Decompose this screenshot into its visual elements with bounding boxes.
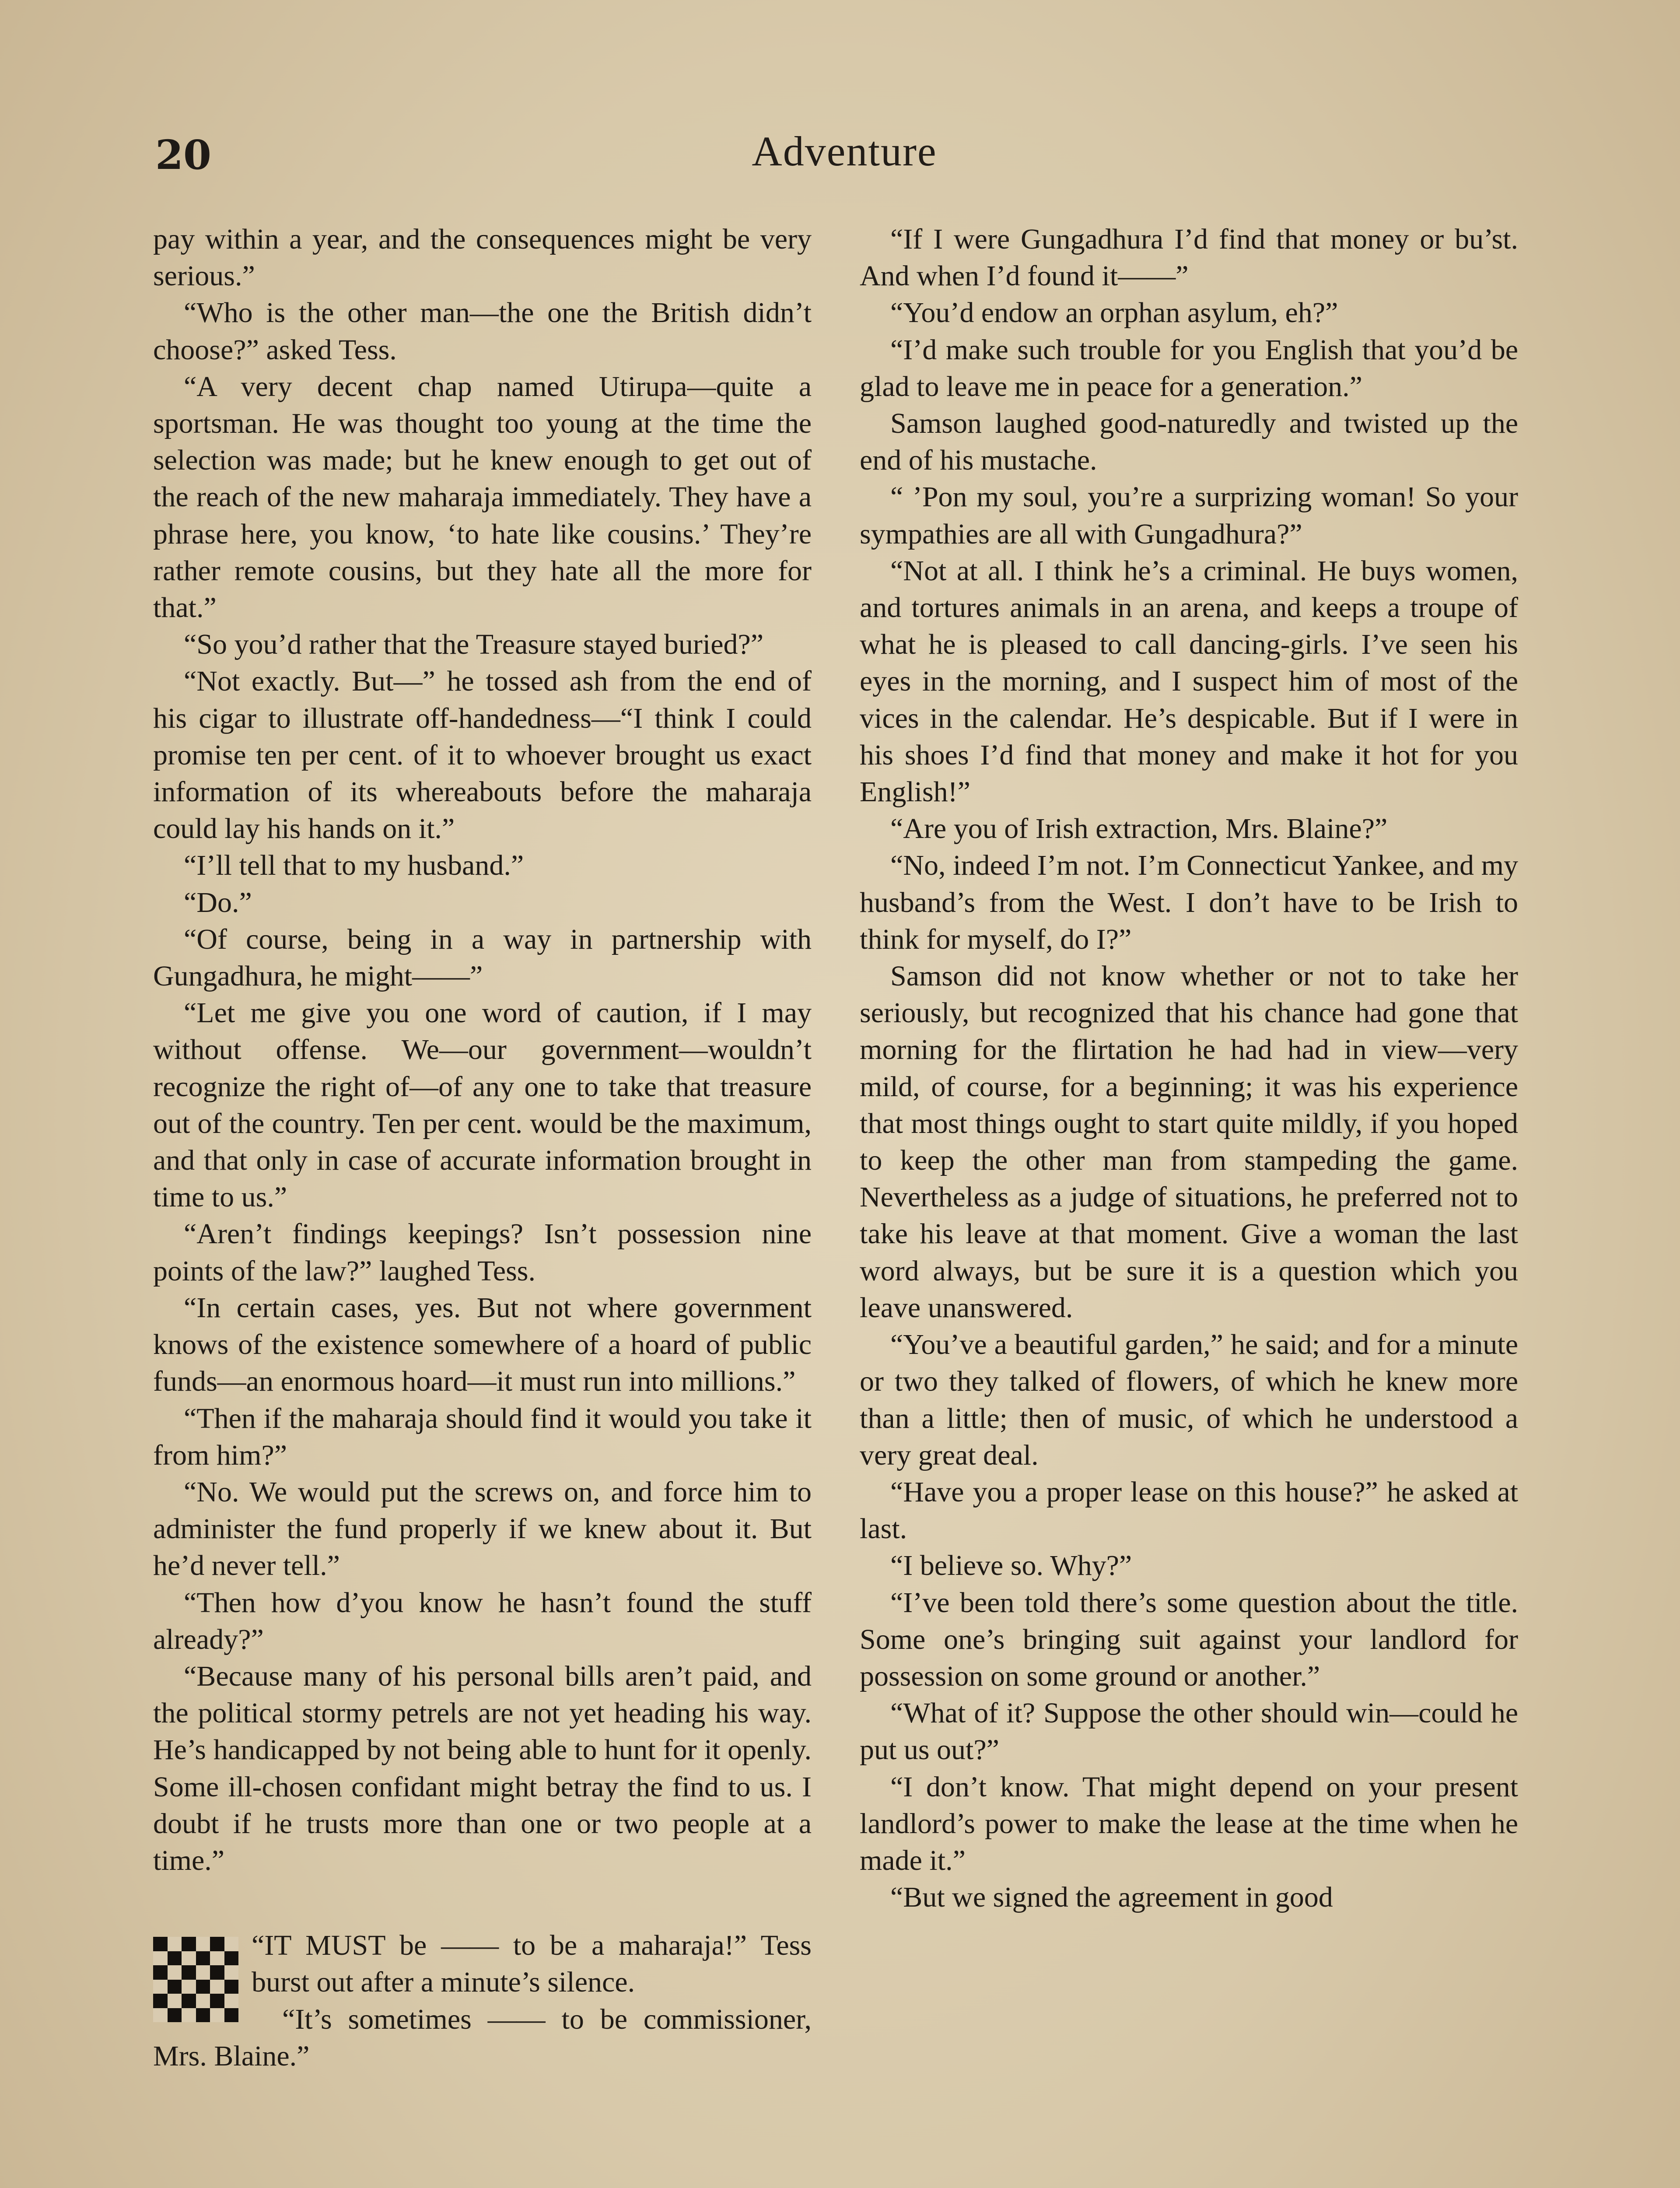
page-header — [155, 127, 1533, 184]
paragraph: “Are you of Irish extraction, Mrs. Blaine?” — [890, 813, 1388, 845]
right-column — [860, 221, 1518, 1916]
checkered-ornament-icon — [153, 1937, 238, 2022]
paragraph: “It’s sometimes —— to be commissioner, Mrs. Blaine.” — [153, 2003, 812, 2072]
paragraph: “What of it? Suppose the other should win—could he put us out?” — [860, 1697, 1518, 1766]
paragraph: “Who is the other man—the one the British didn’t choose?” asked Tess. — [153, 297, 812, 366]
running-title: Adventure — [752, 128, 937, 175]
paragraph: “I don’t know. That might depend on your present landlord’s power to make the lease at the time when he made it.” — [860, 1771, 1518, 1876]
paragraph: “In certain cases, yes. But not where government knows of the existence somewhere of a hoard of public funds—an enormous hoard—it must run into millions.” — [153, 1291, 812, 1398]
paragraph: “I’ll tell that to my husband.” — [184, 849, 524, 882]
paragraph: “I’d make such trouble for you English that you’d be glad to leave me in peace for a generation.” — [860, 333, 1518, 403]
paragraph: “Not exactly. But—” he tossed ash from the end of his cigar to illustrate off-handedness—“I think I could promise ten per cent. of it to whoever brought us exact information of its whereabouts before the maharaja could lay his hands on it.” — [153, 665, 812, 845]
paragraph: “So you’d rather that the Treasure stayed buried?” — [184, 628, 764, 661]
paragraph: “Then if the maharaja should find it would you take it from him?” — [153, 1402, 812, 1471]
paragraph: pay within a year, and the consequences might be very serious.” — [153, 223, 812, 292]
paragraph: “No. We would put the screws on, and force him to administer the fund properly if we knew about it. But he’d never tell.” — [153, 1476, 812, 1582]
left-column — [153, 221, 812, 2075]
paragraph: “You’ve a beautiful garden,” he said; and for a minute or two they talked of flowers, of which he knew more than a little; then of music, of which he understood a very great deal. — [860, 1329, 1518, 1471]
paragraph: “Then how d’you know he hasn’t found the stuff already?” — [153, 1586, 812, 1655]
paragraph: “I believe so. Why?” — [890, 1550, 1132, 1582]
paragraph: Samson laughed good-naturedly and twisted up the end of his mustache. — [860, 407, 1518, 477]
section-break — [153, 1927, 812, 2001]
paragraph: “You’d endow an orphan asylum, eh?” — [890, 297, 1338, 329]
section-opening-paragraph: “IT MUST be —— to be a maharaja!” Tess burst out after a minute’s silence. — [252, 1929, 812, 1999]
paragraph: “Of course, being in a way in partnership with Gungadhura, he might——” — [153, 923, 812, 992]
paragraph: “Let me give you one word of caution, if I may without offense. We—our government—wouldn’t recognize the right of—of any one to take that treasure out of the country. Ten per cent. would be the maximum, and that only in case of accurate information brought in time to us.” — [153, 997, 812, 1213]
paragraph: Samson did not know whether or not to take her seriously, but recognized that his chance had gone that morning for the flirtation he had had in view—very mild, of course, for a beginning; it was his experience that most things ought to start quite mildly, if you hoped to keep the other man from stampeding the game. Nevertheless as a judge of situations, he preferred not to take his leave at that moment. Give a woman the last word always, but be sure it is a question which you leave unanswered. — [860, 960, 1518, 1324]
paragraph: “No, indeed I’m not. I’m Connecticut Yankee, and my husband’s from the West. I don’t have to be Irish to think for myself, do I?” — [860, 849, 1518, 955]
paragraph: “But we signed the agreement in good — [890, 1881, 1333, 1914]
paragraph: “Because many of his personal bills aren’t paid, and the political stormy petrels are not yet heading his way. He’s handicapped by not being able to hunt for it openly. Some ill-chosen confidant might betray the find to us. I doubt if he trusts more than one or two people at a time.” — [153, 1660, 812, 1876]
paragraph: “A very decent chap named Utirupa—quite a sportsman. He was thought too young at the time the selection was made; but he knew enough to get out of the reach of the new maharaja immediately. They have a phrase here, you know, ‘to hate like cousins.’ They’re rather remote cousins, but they hate all the more for that.” — [153, 370, 812, 624]
paragraph: “ ’Pon my soul, you’re a surprizing woman! So your sympathies are all with Gungadhura?” — [860, 481, 1518, 550]
page-number: 20 — [155, 131, 212, 179]
paragraph: “Not at all. I think he’s a criminal. He buys women, and tortures animals in an arena, and keeps a troupe of what he is pleased to call dancing-girls. I’ve seen his eyes in the morning, and I suspect him of most of the vices in the calendar. He’s despicable. But if I were in his shoes I’d find that money and make it hot for you English!” — [860, 554, 1518, 808]
paragraph: “If I were Gungadhura I’d find that money or bu’st. And when I’d found it——” — [860, 223, 1518, 292]
paragraph: “Have you a proper lease on this house?” he asked at last. — [860, 1476, 1518, 1545]
paragraph: “I’ve been told there’s some question about the title. Some one’s bringing suit against your landlord for possession on some ground or another.” — [860, 1586, 1518, 1692]
paragraph: “Do.” — [184, 886, 252, 919]
paragraph: “Aren’t findings keepings? Isn’t possession nine points of the law?” laughed Tess. — [153, 1218, 812, 1287]
